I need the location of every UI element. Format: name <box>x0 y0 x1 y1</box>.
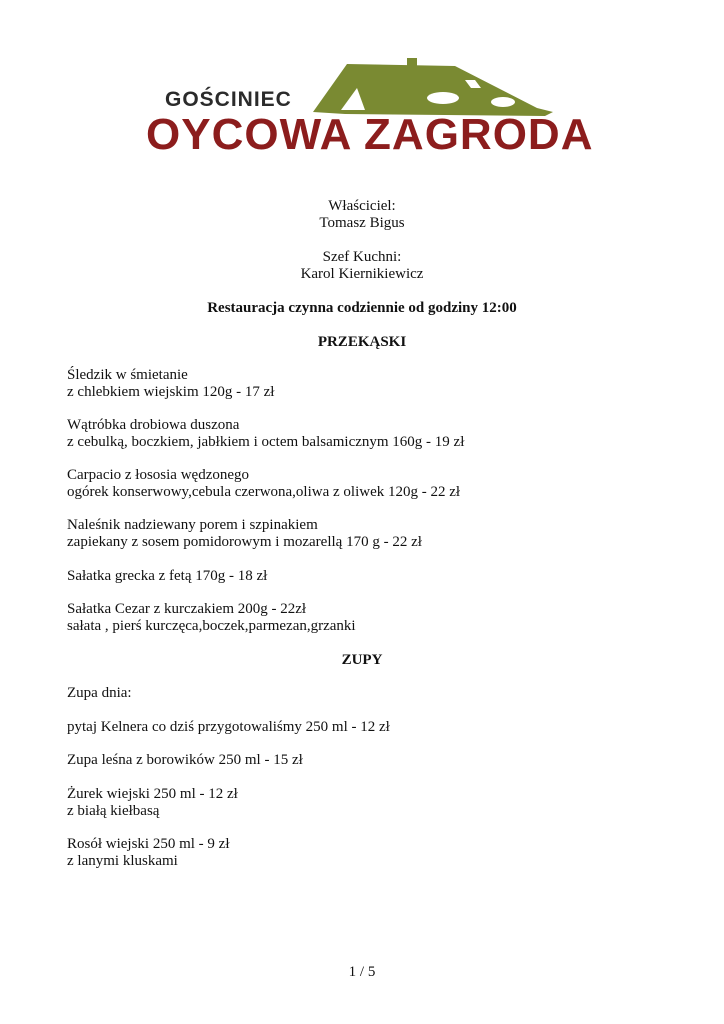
menu-item-line: Zupa leśna z borowików 250 ml - 15 zł <box>67 752 303 768</box>
menu-item-line: z chlebkiem wiejskim 120g - 17 zł <box>67 384 275 400</box>
restaurant-logo <box>0 0 724 170</box>
page-indicator: 1 / 5 <box>348 964 376 980</box>
menu-item-line: Wątróbka drobiowa duszona <box>67 417 240 433</box>
logo-top-text: GOŚCINIEC <box>165 88 292 111</box>
menu-item-line: Zupa dnia: <box>67 685 132 701</box>
chef-label: Szef Kuchni: <box>322 249 402 265</box>
menu-item-line: z cebulką, boczkiem, jabłkiem i octem balsamicznym 160g - 19 zł <box>67 434 465 450</box>
owner-name: Tomasz Bigus <box>319 215 405 231</box>
menu-item-line: Carpacio z łososia wędzonego <box>67 467 250 483</box>
owner-label: Właściciel: <box>328 198 396 214</box>
opening-hours: Restauracja czynna codziennie od godziny 12:00 <box>207 300 517 316</box>
menu-item-line: z białą kiełbasą <box>67 803 160 819</box>
menu-item-line: Śledzik w śmietanie <box>67 367 188 383</box>
menu-item-line: Żurek wiejski 250 ml - 12 zł <box>67 786 238 802</box>
menu-item-line: Naleśnik nadziewany porem i szpinakiem <box>67 517 318 533</box>
menu-item-line: sałata , pierś kurczęca,boczek,parmezan,grzanki <box>67 618 356 634</box>
menu-item-line: z lanymi kluskami <box>67 853 178 869</box>
menu-item-line: Sałatka grecka z fetą 170g - 18 zł <box>67 568 268 584</box>
logo-main-text: OYCOWA ZAGRODA <box>146 110 594 159</box>
chef-name: Karol Kiernikiewicz <box>300 266 424 282</box>
section-title-soups: ZUPY <box>341 652 383 668</box>
menu-item-line: Rosół wiejski 250 ml - 9 zł <box>67 836 230 852</box>
menu-item-line: Sałatka Cezar z kurczakiem 200g - 22zł <box>67 601 307 617</box>
menu-item-line: ogórek konserwowy,cebula czerwona,oliwa z oliwek 120g - 22 zł <box>67 484 461 500</box>
section-title-appetizers: PRZEKĄSKI <box>317 334 407 350</box>
menu-item-line: zapiekany z sosem pomidorowym i mozarellą 170 g - 22 zł <box>67 534 422 550</box>
menu-item-line: pytaj Kelnera co dziś przygotowaliśmy 250 ml - 12 zł <box>67 719 390 735</box>
